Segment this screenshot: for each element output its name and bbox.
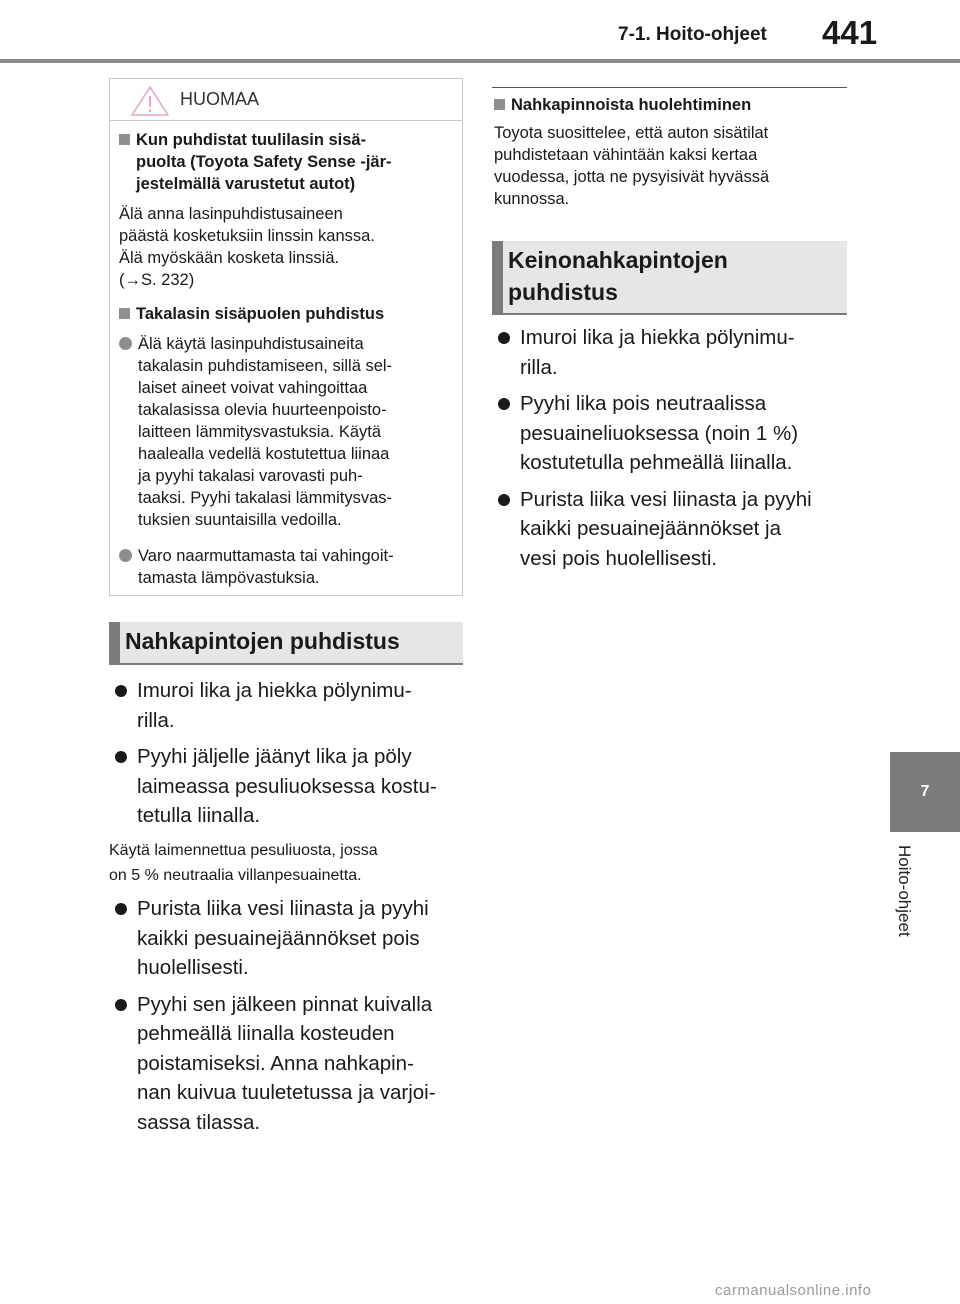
notice-title: HUOMAA <box>180 89 260 109</box>
leather-list-a <box>109 676 465 838</box>
notice-item: Varo naarmuttamasta tai vahingoit- tamasta lämpövastuksia. <box>119 545 448 589</box>
bullet-dot-icon <box>498 494 510 506</box>
bullet-dot-icon <box>115 903 127 915</box>
chapter-tab[interactable] <box>890 752 960 832</box>
section-heading-synthetic-leather: Keinonahkapintojen puhdistus <box>492 241 847 315</box>
notice-box <box>109 78 463 596</box>
bullet-dot-icon <box>115 999 127 1011</box>
chapter-tab-number: 7 <box>920 783 930 800</box>
list-item: Imuroi lika ja hiekka pölynimu- rilla. <box>109 676 465 735</box>
notice-text-windshield: Älä anna lasinpuhdistusaineen päästä kosketuksiin linssin kanssa. Älä myöskään kosketa linssiä. (→S. 232) <box>119 205 375 289</box>
list-item: Purista liika vesi liinasta ja pyyhi kaikki pesuainejäännökset ja vesi pois huolellisesti. <box>492 485 848 574</box>
list-item: Pyyhi jäljelle jäänyt lika ja pöly laimeassa pesuliuoksessa kostu- tetulla liinalla. <box>109 742 465 831</box>
notice-item: Älä käytä lasinpuhdistusaineita takalasin puhdistamiseen, sillä sel- laiset aineet voivat vahingoittaa takalasissa olevia huurteenpoisto- laitteen lämmitysvastuksia. Käytä haalealla vedellä kostutettua liinaa ja pyyhi takalasi varovasti puh- taaksi. Pyyhi takalasi lämmitysvas- tuksien suuntaisilla vedoilla. <box>119 333 448 531</box>
leather-note: Käytä laimennettua pesuliuosta, jossa on 5 % neutraalia villanpesuainetta. <box>109 842 378 884</box>
header-rule <box>0 59 960 63</box>
leather-list-b <box>109 894 465 1144</box>
chapter-side-label: Hoito-ohjeet <box>895 845 914 937</box>
bullet-dot-icon <box>498 332 510 344</box>
circle-bullet-icon <box>119 337 132 350</box>
footer-watermark: carmanualsonline.info <box>715 1282 872 1299</box>
subheading-leather-care: Nahkapinnoista huolehtiminen <box>494 94 751 116</box>
page-number: 441 <box>822 14 878 51</box>
synthetic-leather-list <box>492 323 848 580</box>
notice-header <box>110 79 462 121</box>
list-item: Imuroi lika ja hiekka pölynimu- rilla. <box>492 323 848 382</box>
square-bullet-icon <box>494 99 505 110</box>
square-bullet-icon <box>119 134 130 145</box>
bullet-dot-icon <box>115 685 127 697</box>
circle-bullet-icon <box>119 549 132 562</box>
leather-care-text: Toyota suosittelee, että auton sisätilat puhdistetaan vähintään kaksi kertaa vuodessa, jotta ne pysyisivät hyvässä kunnossa. <box>494 124 770 208</box>
chapter-title: 7-1. Hoito-ohjeet <box>618 24 767 45</box>
notice-heading-windshield: Kun puhdistat tuulilasin sisä- puolta (Toyota Safety Sense -jär- jestelmällä varustetut autot) <box>119 129 448 195</box>
divider-rule <box>492 87 847 88</box>
section-heading-leather: Nahkapintojen puhdistus <box>109 622 463 665</box>
square-bullet-icon <box>119 308 130 319</box>
warning-triangle-icon <box>130 85 170 117</box>
list-item: Pyyhi lika pois neutraalissa pesuaineliuoksessa (noin 1 %) kostutetulla pehmeällä liinalla. <box>492 389 848 478</box>
bullet-dot-icon <box>115 751 127 763</box>
bullet-dot-icon <box>498 398 510 410</box>
notice-heading-rear-window: Takalasin sisäpuolen puhdistus <box>119 303 448 325</box>
list-item: Pyyhi sen jälkeen pinnat kuivalla pehmeällä liinalla kosteuden poistamiseksi. Anna nahkapin- nan kuivua tuuletetussa ja varjoi- sassa tilassa. <box>109 990 465 1138</box>
list-item: Purista liika vesi liinasta ja pyyhi kaikki pesuainejäännökset pois huolellisesti. <box>109 894 465 983</box>
notice-body <box>110 129 462 589</box>
